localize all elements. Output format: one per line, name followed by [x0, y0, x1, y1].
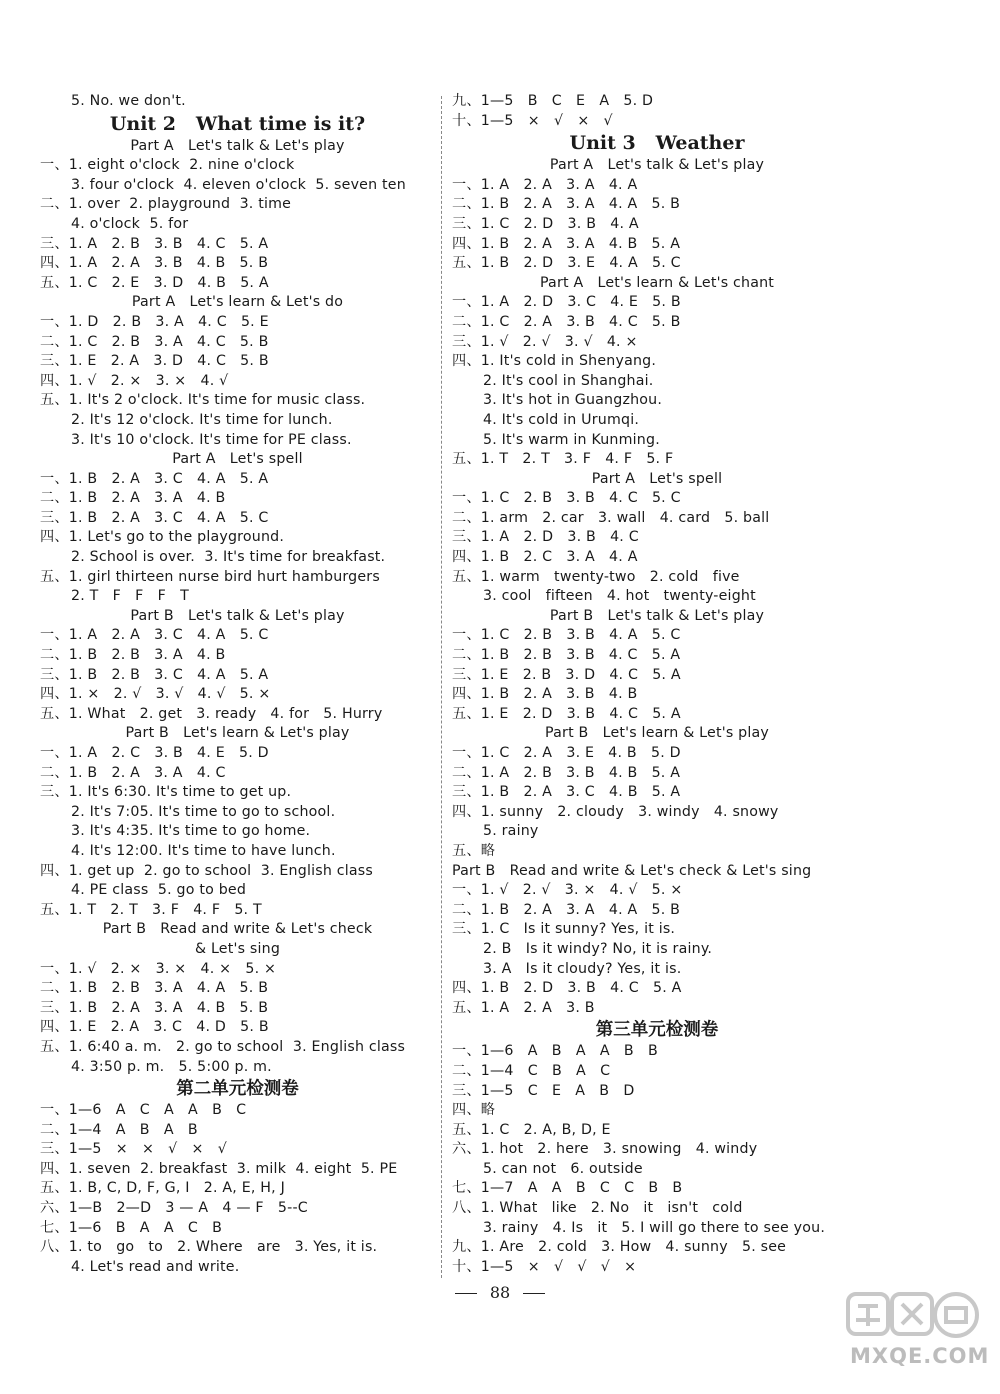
section-heading: Part B Let's talk & Let's play	[130, 607, 345, 624]
answer-line: 二、1. B 2. A 3. A 4. A 5. B	[452, 901, 681, 918]
answer-line: 五、略	[452, 842, 496, 859]
answer-line: 四、1. √ 2. × 3. × 4. √	[40, 372, 229, 389]
answer-line: 二、1. B 2. B 3. A 4. A 5. B	[40, 980, 269, 997]
answer-line: 一、1. √ 2. √ 3. × 4. √ 5. ×	[452, 882, 683, 899]
answer-line: 3. A Is it cloudy? Yes, it is.	[483, 960, 682, 977]
answer-line: 2. T F F F T	[71, 588, 189, 605]
answer-line: 二、1. arm 2. car 3. wall 4. card 5. ball	[452, 509, 770, 526]
answer-line: 十、1—5 × √ × √	[452, 112, 613, 129]
answer-line: 一、1. A 2. A 3. A 4. A	[452, 176, 638, 193]
answer-line: 二、1. B 2. B 3. B 4. C 5. A	[452, 647, 681, 664]
answer-line: 三、1. It's 6:30. It's time to get up.	[40, 784, 292, 801]
answer-line: 一、1. D 2. B 3. A 4. C 5. E	[40, 313, 269, 330]
answer-line: 六、1—B 2—D 3 — A 4 — F 5--C	[40, 1200, 308, 1217]
answer-line: 一、1—6 A C A A B C	[40, 1102, 247, 1119]
answer-line: 5. rainy	[483, 823, 539, 840]
answer-line: 二、1—4 A B A B	[40, 1121, 198, 1138]
section-heading: Part B Let's talk & Let's play	[549, 607, 765, 624]
answer-line: 3. cool fifteen 4. hot twenty-eight	[483, 588, 756, 605]
answer-line: 四、1. E 2. A 3. C 4. D 5. B	[40, 1019, 269, 1036]
answer-line: 三、1—5 C E A B D	[452, 1082, 635, 1099]
footer-dash-right	[523, 1293, 545, 1294]
answer-line: 四、1. B 2. A 3. B 4. B	[452, 686, 638, 703]
answer-line: 一、1. A 2. A 3. C 4. A 5. C	[40, 627, 269, 644]
test-paper-title: 第二单元检测卷	[176, 1079, 299, 1100]
answer-line: 二、1. C 2. A 3. B 4. C 5. B	[452, 313, 681, 330]
answer-line: 5. No. we don't.	[71, 93, 186, 109]
section-heading: Part B Let's learn & Let's play	[125, 725, 350, 742]
answer-line: 3. It's 4:35. It's time to go home.	[71, 823, 311, 840]
answer-line: 三、1. A 2. D 3. B 4. C	[452, 529, 639, 546]
section-heading: Part A Let's spell	[172, 451, 303, 468]
answer-line: 一、1. C 2. B 3. B 4. C 5. C	[452, 490, 681, 507]
answer-line: 三、1—5 × × √ × √	[40, 1141, 228, 1158]
answer-line: 四、略	[452, 1102, 496, 1119]
footer-dash-left	[455, 1293, 477, 1294]
answer-line: 九、1. Are 2. cold 3. How 4. sunny 5. see	[452, 1239, 787, 1256]
answer-line: 三、1. √ 2. √ 3. √ 4. ×	[452, 333, 638, 350]
watermark	[844, 1288, 990, 1380]
answer-column-left	[40, 92, 435, 1277]
answer-line: 五、1. C 2. A, B, D, E	[452, 1121, 611, 1138]
answer-line: 五、1. What 2. get 3. ready 4. for 5. Hurry	[40, 705, 383, 722]
answer-line: 三、1. C 2. D 3. B 4. A	[452, 215, 639, 232]
answer-line: 三、1. A 2. B 3. B 4. C 5. A	[40, 235, 269, 252]
section-heading: Part A Let's talk & Let's play	[130, 137, 345, 154]
answer-line: 3. It's 10 o'clock. It's time for PE class.	[71, 431, 352, 448]
answer-line: 二、1. A 2. B 3. B 4. B 5. A	[452, 764, 681, 781]
answer-line: 4. PE class 5. go to bed	[71, 882, 247, 899]
answer-line: 2. It's 12 o'clock. It's time for lunch.	[71, 411, 333, 428]
answer-line: 五、1. B 2. D 3. E 4. A 5. C	[452, 255, 681, 272]
answer-line: 三、1. E 2. A 3. D 4. C 5. B	[40, 353, 269, 370]
section-heading: Part A Let's learn & Let's chant	[539, 274, 775, 291]
answer-line: Part B Read and write & Let's check & Let's sing	[452, 862, 812, 879]
answer-line: 一、1. C 2. A 3. E 4. B 5. D	[452, 745, 681, 761]
answer-line: 2. School is over. 3. It's time for breakfast.	[71, 549, 386, 566]
answer-line: 七、1—7 A A B C C B B	[452, 1180, 683, 1197]
answer-line: 九、1—5 B C E A 5. D	[452, 93, 654, 109]
answer-line: 2. It's 7:05. It's time to go to school.	[71, 803, 336, 820]
answer-line: 三、1. B 2. B 3. C 4. A 5. A	[40, 666, 269, 683]
answer-line: 4. Let's read and write.	[71, 1258, 240, 1275]
unit-title: Unit 2 What time is it?	[109, 112, 366, 135]
answer-line: 4. It's cold in Urumqi.	[483, 411, 640, 428]
answer-line: 八、1. What like 2. No it isn't cold	[452, 1200, 743, 1217]
answer-line: 四、1. B 2. C 3. A 4. A	[452, 549, 638, 566]
answer-line: 三、1. B 2. A 3. C 4. B 5. A	[452, 784, 681, 801]
answer-line: 六、1. hot 2. here 3. snowing 4. windy	[452, 1141, 758, 1158]
answer-line: 五、1. E 2. D 3. B 4. C 5. A	[452, 705, 681, 722]
answer-line: 三、1. B 2. A 3. C 4. A 5. C	[40, 509, 269, 526]
answer-line: 二、1. C 2. B 3. A 4. C 5. B	[40, 333, 269, 350]
answer-line: 一、1. A 2. C 3. B 4. E 5. D	[40, 745, 269, 761]
answer-line: 二、1. B 2. A 3. A 4. C	[40, 764, 226, 781]
answer-line: 四、1. sunny 2. cloudy 3. windy 4. snowy	[452, 803, 779, 820]
answer-line: 五、1. girl thirteen nurse bird hurt hamburgers	[40, 568, 380, 585]
answer-line: 一、1. eight o'clock 2. nine o'clock	[40, 157, 295, 174]
answer-line: 五、1. T 2. T 3. F 4. F 5. F	[452, 451, 674, 468]
section-heading: Part B Let's learn & Let's play	[545, 725, 769, 742]
answer-line: 八、1. to go to 2. Where are 3. Yes, it is.	[40, 1239, 378, 1256]
answer-line: 一、1—6 A B A A B B	[452, 1043, 658, 1060]
answer-line: 三、1. B 2. A 3. A 4. B 5. B	[40, 999, 269, 1016]
answer-line: 四、1. get up 2. go to school 3. English class	[40, 862, 373, 879]
answer-line: 五、1. warm twenty-two 2. cold five	[452, 568, 740, 585]
answer-line: 3. rainy 4. Is it 5. I will go there to see you.	[483, 1219, 826, 1236]
answer-line: 四、1. B 2. A 3. A 4. B 5. A	[452, 235, 681, 252]
answer-line: 5. can not 6. outside	[483, 1160, 643, 1177]
answer-line: 3. four o'clock 4. eleven o'clock 5. seven ten	[71, 176, 406, 193]
answer-line: 5. It's warm in Kunming.	[483, 431, 660, 448]
answer-line: 2. B Is it windy? No, it is rainy.	[483, 940, 713, 957]
unit-title: Unit 3 Weather	[569, 132, 745, 155]
section-heading: & Let's sing	[194, 940, 281, 957]
answer-line: 七、1—6 B A A C B	[40, 1219, 223, 1236]
test-paper-title: 第三单元检测卷	[595, 1020, 719, 1041]
answer-line: 十、1—5 × √ √ √ ×	[452, 1258, 637, 1275]
answer-line: 一、1. B 2. A 3. C 4. A 5. A	[40, 470, 269, 487]
answer-line: 4. It's 12:00. It's time to have lunch.	[71, 842, 336, 859]
answer-line: 四、1. It's cold in Shenyang.	[452, 353, 657, 370]
answer-column-right	[452, 92, 862, 1277]
answer-line: 五、1. It's 2 o'clock. It's time for music class.	[40, 392, 366, 409]
answer-line: 三、1. E 2. B 3. D 4. C 5. A	[452, 666, 681, 683]
answer-line: 3. It's hot in Guangzhou.	[483, 392, 663, 409]
watermark-url: MXQE.COM	[850, 1344, 990, 1368]
answer-line: 二、1—4 C B A C	[452, 1062, 611, 1079]
answer-line: 五、1. 6:40 a. m. 2. go to school 3. English class	[40, 1038, 406, 1055]
answer-line: 五、1. B, C, D, F, G, I 2. A, E, H, J	[40, 1180, 285, 1197]
answer-line: 2. It's cool in Shanghai.	[483, 372, 654, 389]
answer-line: 4. 3:50 p. m. 5. 5:00 p. m.	[71, 1058, 272, 1075]
answer-line: 四、1. × 2. √ 3. √ 4. √ 5. ×	[40, 686, 271, 703]
answer-line: 二、1. B 2. B 3. A 4. B	[40, 647, 226, 664]
answer-line: 一、1. A 2. D 3. C 4. E 5. B	[452, 294, 681, 311]
answer-line: 4. o'clock 5. for	[71, 215, 189, 232]
answer-line: 二、1. over 2. playground 3. time	[40, 196, 292, 213]
page-number: 88	[489, 1283, 511, 1302]
section-heading: Part A Let's learn & Let's do	[131, 294, 344, 311]
watermark-logo-icon	[844, 1288, 982, 1346]
answer-line: 一、1. √ 2. × 3. × 4. × 5. ×	[40, 960, 277, 977]
answer-line: 五、1. C 2. E 3. D 4. B 5. A	[40, 274, 269, 291]
answer-line: 五、1. T 2. T 3. F 4. F 5. T	[40, 901, 262, 918]
answer-line: 二、1. B 2. A 3. A 4. A 5. B	[452, 196, 681, 213]
section-heading: Part A Let's spell	[591, 470, 723, 487]
answer-line: 五、1. A 2. A 3. B	[452, 999, 595, 1016]
column-divider	[441, 96, 442, 1278]
answer-line: 一、1. C 2. B 3. B 4. A 5. C	[452, 627, 681, 644]
section-heading: Part A Let's talk & Let's play	[549, 157, 765, 174]
answer-line: 四、1. seven 2. breakfast 3. milk 4. eight 5. PE	[40, 1160, 398, 1177]
answer-line: 四、1. Let's go to the playground.	[40, 529, 285, 546]
answer-line: 二、1. B 2. A 3. A 4. B	[40, 490, 226, 507]
answer-line: 四、1. B 2. D 3. B 4. C 5. A	[452, 980, 682, 997]
answer-line: 四、1. A 2. A 3. B 4. B 5. B	[40, 255, 269, 272]
section-heading: Part B Read and write & Let's check	[102, 921, 373, 938]
answer-line: 三、1. C Is it sunny? Yes, it is.	[452, 921, 676, 938]
